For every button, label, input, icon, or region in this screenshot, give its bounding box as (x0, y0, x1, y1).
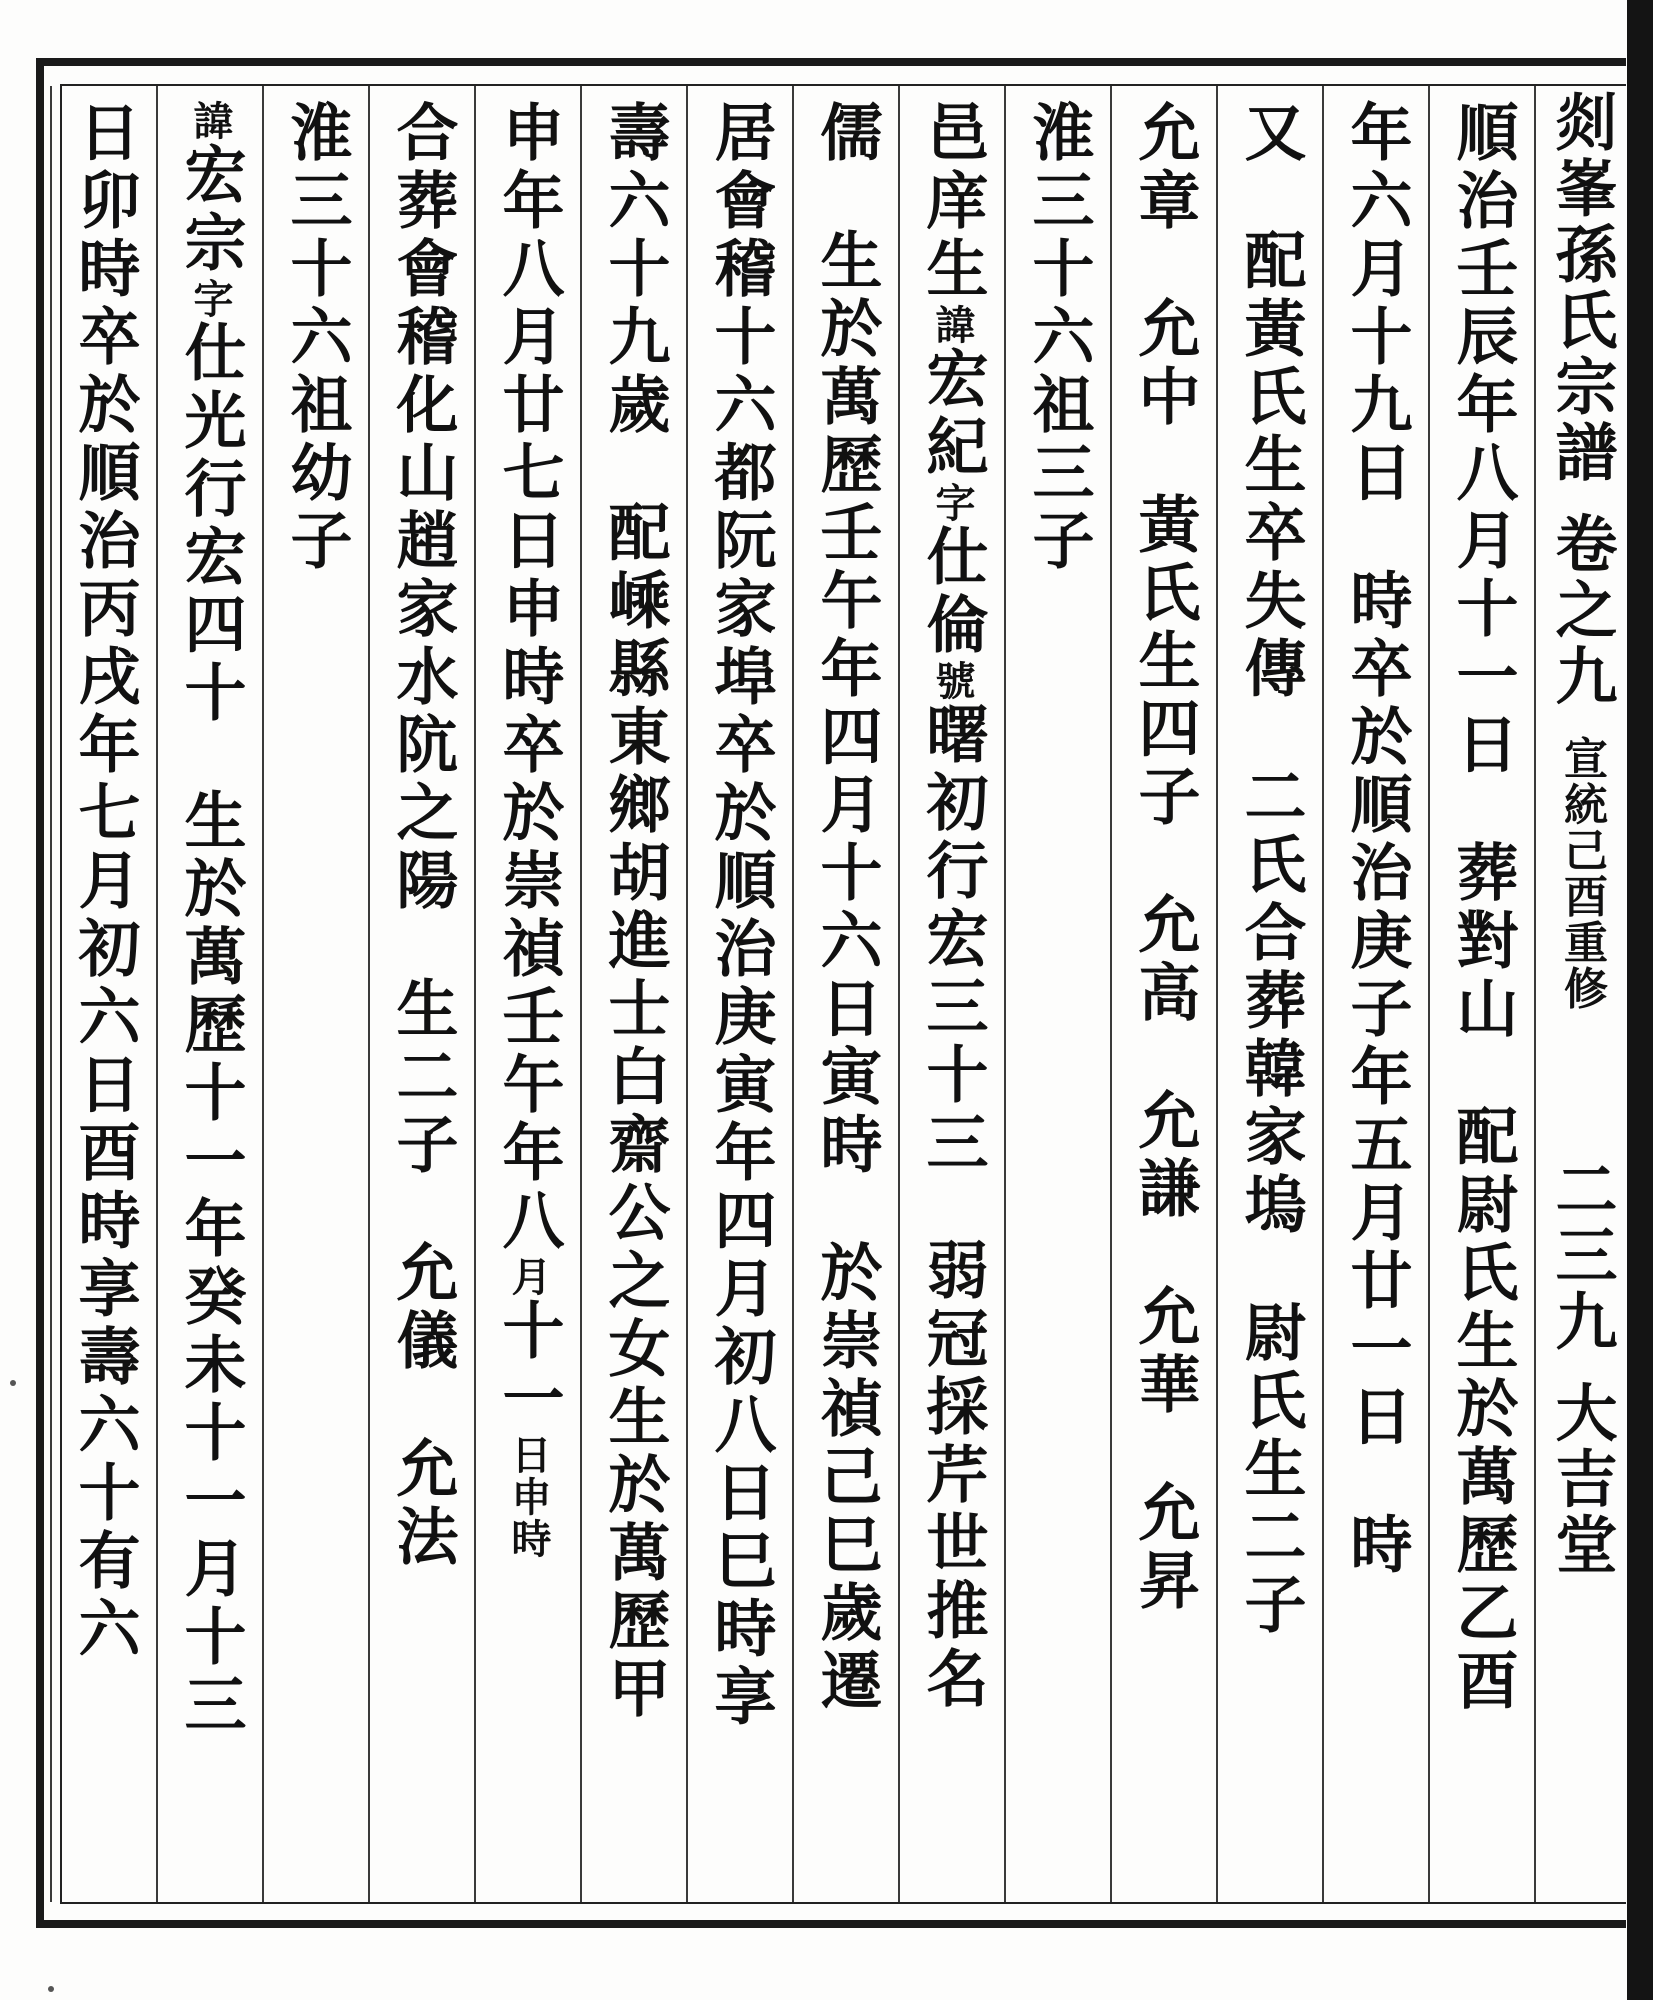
volume-label: 卷之九 (1545, 511, 1618, 710)
text-segment: 又 (1234, 100, 1307, 168)
text-segment: 十一 (492, 1298, 565, 1434)
text-segment: 曙初行宏三十三 (916, 702, 989, 1178)
text-segment: 允昇 (1128, 1480, 1201, 1616)
text-column (910, 100, 994, 1890)
hall-name: 大吉堂 (1545, 1380, 1618, 1579)
column-rule (898, 86, 900, 1902)
text-segment: 日卯時卒於順治丙戌年七月初六日酉時享壽六十有六 (68, 100, 141, 1664)
text-column (380, 100, 464, 1890)
column-rule (1428, 86, 1430, 1902)
text-segment: 順治壬辰年八月十一日 (1446, 100, 1519, 780)
book-title: 剡峯孫氏宗譜 (1545, 90, 1618, 486)
text-segment: 尉氏生二子 (1234, 1300, 1307, 1640)
text-segment: 時卒於順治庚子年五月廿一日 (1340, 568, 1413, 1452)
column-rule (1110, 86, 1112, 1902)
text-segment: 配黃氏生卒失傳 (1234, 228, 1307, 704)
small-annotation: 諱 (187, 100, 234, 142)
text-column (1334, 100, 1418, 1890)
text-column (1228, 100, 1312, 1890)
text-segment: 允法 (386, 1436, 459, 1572)
text-segment: 生於萬歷壬午年四月十六日寅時 (810, 228, 883, 1180)
text-column (62, 100, 146, 1890)
ink-speck (10, 1380, 16, 1386)
small-annotation: 日申時 (505, 1434, 552, 1560)
column-rule (1534, 86, 1536, 1902)
small-annotation: 號 (929, 660, 976, 702)
text-segment: 生二子 (386, 976, 459, 1180)
text-segment: 於崇禎己巳歲遷 (810, 1240, 883, 1716)
small-annotation: 字 (929, 482, 976, 524)
text-segment: 合葬會稽化山趙家水阬之陽 (386, 100, 459, 916)
text-segment: 允章 (1128, 100, 1201, 236)
text-segment: 邑庠生 (916, 100, 989, 304)
text-segment: 淮三十六祖幼子 (280, 100, 353, 576)
text-segment: 壽六十九歲 (598, 100, 671, 440)
text-segment: 仕光行宏四十 (174, 320, 247, 728)
text-column (1122, 100, 1206, 1890)
text-segment: 弱冠採芹世推名 (916, 1238, 989, 1714)
text-column (698, 100, 782, 1890)
text-segment: 黃氏生四子 (1128, 492, 1201, 832)
edition-note: 宣統己酉重修 (1556, 735, 1607, 1012)
text-segment: 允儀 (386, 1240, 459, 1376)
banner-column (1538, 90, 1624, 1900)
small-annotation: 月 (505, 1256, 552, 1298)
small-annotation: 諱 (929, 304, 976, 346)
text-column (1440, 100, 1524, 1890)
text-segment: 葬對山 (1446, 840, 1519, 1044)
text-column (804, 100, 888, 1890)
text-column (1016, 100, 1100, 1890)
text-segment: 時 (1340, 1512, 1413, 1580)
column-rule (1004, 86, 1006, 1902)
folio-number: 二三九 (1545, 1156, 1618, 1355)
text-column (486, 100, 570, 1890)
text-segment: 允華 (1128, 1284, 1201, 1420)
text-segment: 年六月十九日 (1340, 100, 1413, 508)
page-edge (1627, 0, 1653, 2000)
text-segment: 配嵊縣東鄉胡進士白齋公之女生於萬歷甲 (598, 500, 671, 1724)
text-segment: 二氏合葬韓家塢 (1234, 764, 1307, 1240)
text-segment: 生於萬歷十一年癸未十一月十三 (174, 788, 247, 1740)
text-column (168, 100, 252, 1890)
text-segment: 配尉氏生於萬歷乙酉 (1446, 1104, 1519, 1716)
column-rule (1216, 86, 1218, 1902)
text-column (274, 100, 358, 1890)
column-rule (1322, 86, 1324, 1902)
text-segment: 允中 (1128, 296, 1201, 432)
text-segment: 允謙 (1128, 1088, 1201, 1224)
column-rule (474, 86, 476, 1902)
column-rule (792, 86, 794, 1902)
text-segment: 申年八月廿七日申時卒於崇禎壬午年八 (492, 100, 565, 1256)
text-column (592, 100, 676, 1890)
column-rule (368, 86, 370, 1902)
text-segment: 宏宗 (174, 142, 247, 278)
column-rule (686, 86, 688, 1902)
small-annotation: 字 (187, 278, 234, 320)
text-segment: 允高 (1128, 892, 1201, 1028)
column-rule (50, 86, 52, 1902)
column-rule (580, 86, 582, 1902)
column-rule (156, 86, 158, 1902)
text-segment: 宏紀 (916, 346, 989, 482)
text-segment: 儒 (810, 100, 883, 168)
column-rule (262, 86, 264, 1902)
ink-speck (48, 1986, 54, 1992)
text-segment: 淮三十六祖三子 (1022, 100, 1095, 576)
text-segment: 居會稽十六都阮家埠卒於順治庚寅年四月初八日巳時享 (704, 100, 777, 1732)
text-segment: 仕倫 (916, 524, 989, 660)
